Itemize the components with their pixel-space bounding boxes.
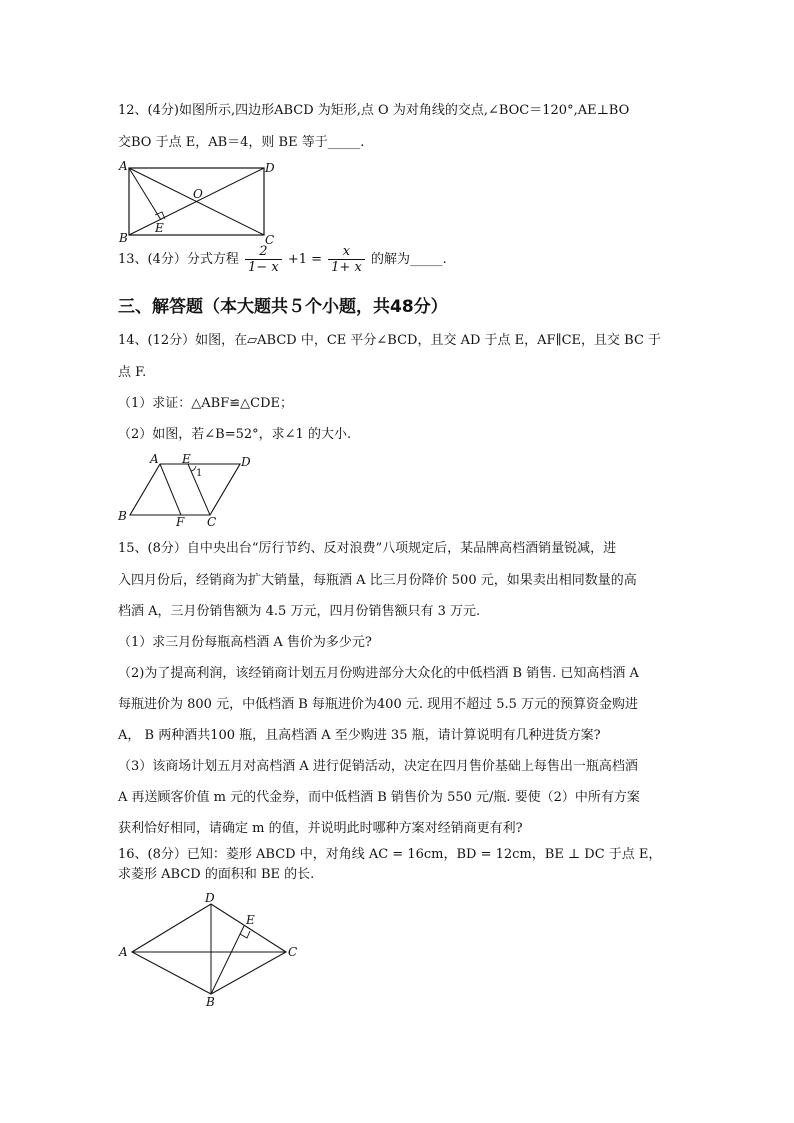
q15-sub3-line2: A 再送顾客价值 m 元的代金券，而中低档酒 B 销售价为 550 元/瓶. 要使（2）中所有方案 — [118, 790, 640, 805]
q14-label-b: B — [118, 509, 127, 523]
q16-rhombus-abcd — [132, 904, 286, 994]
q13-frac2-denominator: 1+ x — [331, 260, 362, 275]
q12-line2-end: . — [360, 135, 365, 150]
section-3-heading: 三、解答题（本大题共５个小题，共48分） — [118, 297, 448, 317]
q16-line2: 求菱形 ABCD 的面积和 BE 的长. — [118, 867, 315, 882]
q15-line1: 15、(8分）自中央出台“厉行节约、反对浪费”八项规定后，某品牌高档酒销量锐减，进 — [118, 541, 617, 556]
q12-line2-text: 交BO 于点 E，AB＝4，则 BE 等于 — [118, 135, 328, 150]
q14-line1: 14、(12分）如图，在▱ABCD 中，CE 平分∠BCD，且交 AD 于点 E，AF∥CE，且交 BC 于 — [118, 333, 662, 348]
q14-sub2: （2）如图，若∠B=52°，求∠1 的大小. — [118, 427, 352, 442]
q15-sub3-line3: 获利恰好相同，请确定 m 的值，并说明此时哪种方案对经销商更有利? — [118, 821, 523, 836]
q13-suffix: 的解为 — [370, 252, 410, 267]
q15-line3: 档酒 A，三月份销售额为 4.5 万元，四月份销售额只有 3 万元. — [118, 604, 481, 619]
q13-mid: +1 = — [287, 252, 323, 267]
q12-label-a: A — [119, 159, 128, 173]
q14-label-e: E — [182, 452, 191, 466]
q14-parallelogram-figure — [115, 452, 260, 530]
q13-line — [118, 244, 447, 276]
q14-segment-af — [160, 464, 181, 515]
q12-line2 — [118, 134, 364, 152]
q14-line2: 点 F. — [118, 365, 147, 380]
q15-line2: 入四月份后，经销商为扩大销量，每瓶酒 A 比三月份降价 500 元，如果卖出相同数量的高 — [118, 573, 637, 588]
q16-segment-be — [211, 926, 244, 994]
q13-frac2-numerator: x — [328, 244, 365, 260]
q16-label-a: A — [119, 945, 128, 959]
q15-sub2-line1: （2)为了提高利润，该经销商计划五月份购进部分大众化的中低档酒 B 销售. 已知高档酒 A — [118, 666, 639, 681]
q16-label-c: C — [288, 945, 298, 959]
q12-label-c: C — [265, 233, 275, 246]
q12-rectangle-figure — [115, 158, 280, 246]
q16-label-e: E — [246, 913, 255, 927]
q12-label-o: O — [193, 187, 203, 201]
q14-parallelogram-abcd — [130, 464, 240, 515]
q13-frac1-denominator: 1− x — [248, 260, 279, 275]
q12-line1: 12、(4分)如图所示,四边形ABCD 为矩形,点 O 为对角线的交点,∠BOC＝120°,AE⊥BO — [118, 103, 630, 118]
q13-prefix: 13、(4分）分式方程 — [118, 252, 239, 267]
q16-line1: 16、(8分）已知：菱形 ABCD 中，对角线 AC = 16cm，BD = 12cm，BE ⊥ DC 于点 E， — [118, 847, 662, 862]
q13-answer-blank[interactable]: _____ — [409, 252, 443, 267]
q14-label-d: D — [241, 455, 251, 469]
q12-label-e: E — [155, 221, 164, 235]
q15-sub1: （1）求三月份每瓶高档酒 A 售价为多少元? — [118, 635, 372, 650]
q12-answer-blank[interactable]: _____ — [327, 135, 361, 150]
q14-label-f: F — [176, 515, 185, 529]
q14-label-a: A — [150, 452, 159, 466]
q15-sub2-line3: A， B 两种酒共100 瓶，且高档酒 A 至少购进 35 瓶，请计算说明有几种进货方案? — [118, 728, 601, 743]
q16-rhombus-figure — [115, 890, 305, 1008]
q14-sub1: （1）求证：△ABF≌△CDE； — [118, 396, 293, 411]
q12-label-d: D — [265, 161, 275, 175]
q16-label-b: B — [206, 995, 215, 1008]
q15-sub2-line2: 每瓶进价为 800 元，中低档酒 B 每瓶进价为400 元. 现用不超过 5.5 万元的预算资金购进 — [118, 697, 639, 712]
q16-label-d: D — [205, 891, 215, 905]
q14-label-1: 1 — [196, 468, 203, 479]
q14-label-c: C — [207, 515, 217, 529]
q13-fraction-2 — [328, 244, 365, 275]
q13-frac1-numerator: 2 — [245, 244, 282, 260]
q13-fraction-1 — [245, 244, 282, 275]
q13-end: . — [442, 252, 447, 267]
q15-sub3-line1: （3）该商场计划五月对高档酒 A 进行促销活动，决定在四月售价基础上每售出一瓶高档酒 — [118, 759, 638, 774]
q12-label-b: B — [119, 231, 128, 245]
